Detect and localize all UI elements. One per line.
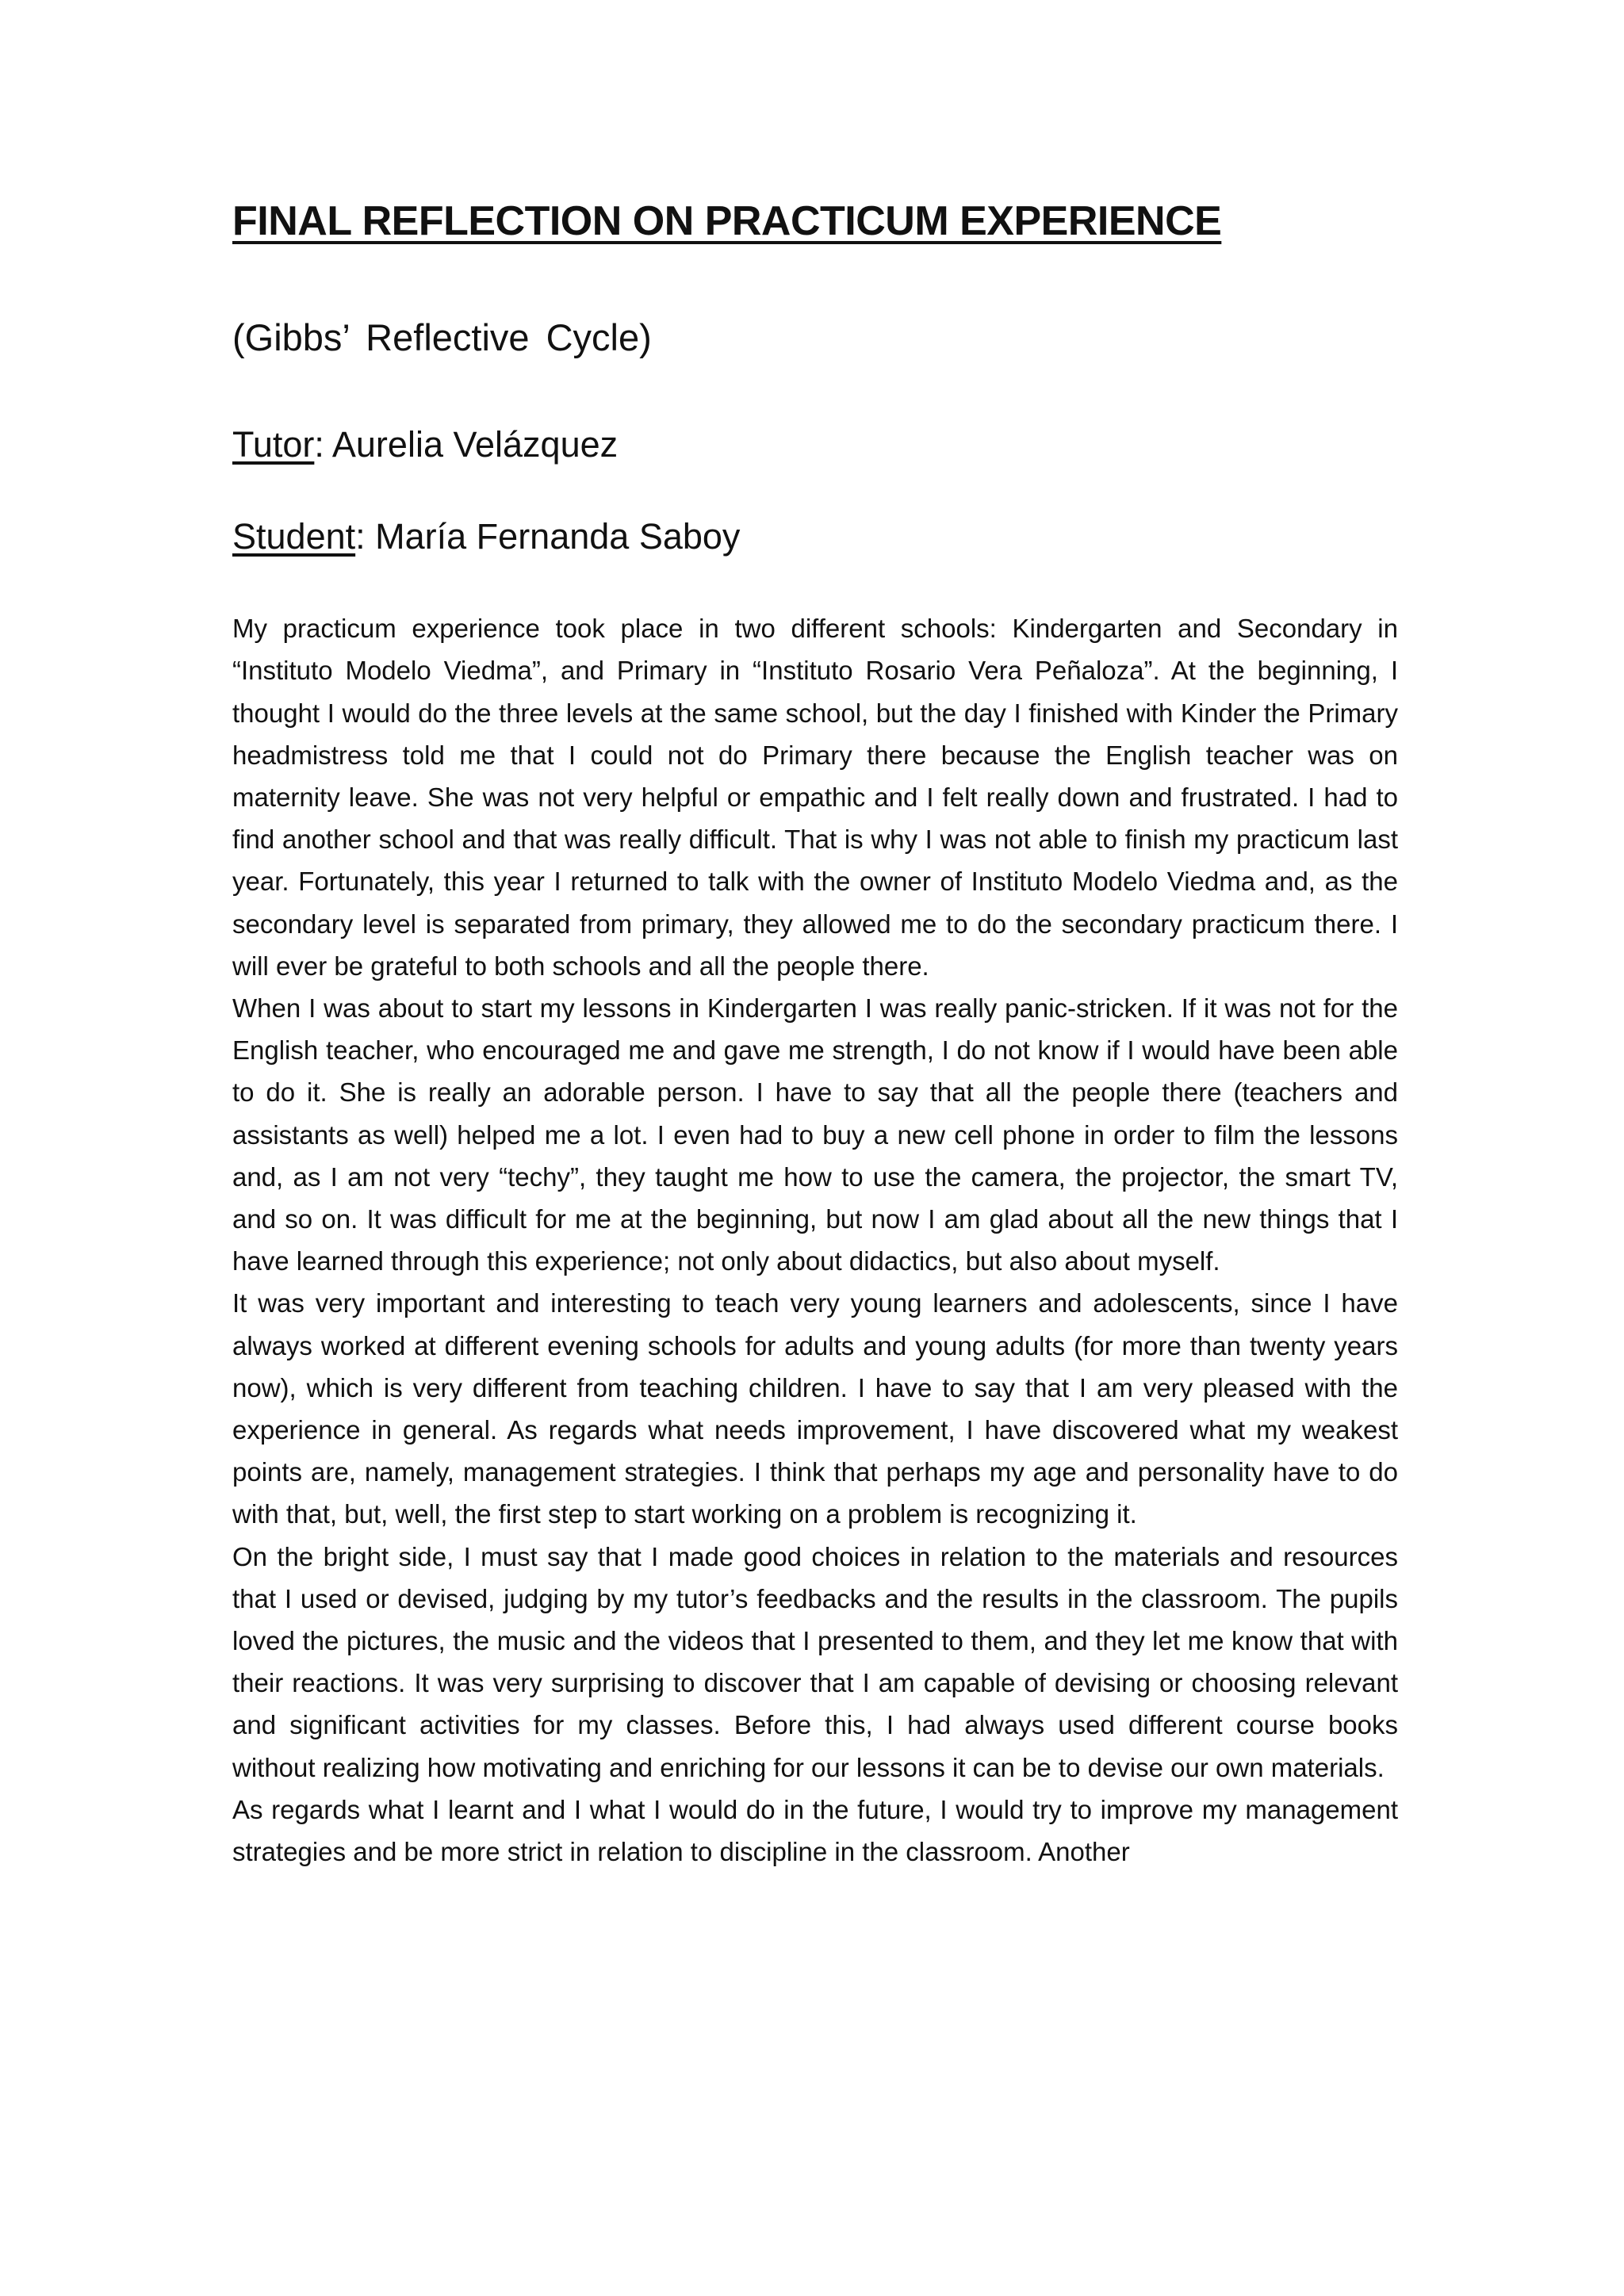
- paragraph-4: On the bright side, I must say that I made good choices in relation to the materials and resources that I used or devised, judging by my tutor’s feedbacks and the results in the classroom. The pupils loved the pictures, the music and the videos that I presented to them, and they let me know that with their reactions. It was very surprising to discover that I am capable of devising or choosing relevant and significant activities for my classes. Before this, I had always used different course books without realizing how motivating and enriching for our lessons it can be to devise our own materials.: [232, 1541, 1398, 1782]
- tutor-line: [232, 423, 1398, 466]
- student-name: María Fernanda Saboy: [375, 516, 741, 557]
- student-line: [232, 515, 1398, 558]
- paragraph-1: My practicum experience took place in two different schools: Kindergarten and Secondary in “Instituto Modelo Viedma”, and Primary in “Instituto Rosario Vera Peñaloza”. At the beginning, I thought I would do the three levels at the same school, but the day I finished with Kinder the Primary headmistress told me that I could not do Primary there because the English teacher was on maternity leave. She was not very helpful or empathic and I felt really down and frustrated. I had to find another school and that was really difficult. That is why I was not able to finish my practicum last year. Fortunately, this year I returned to talk with the owner of Instituto Modelo Viedma and, as the secondary level is separated from primary, they allowed me to do the secondary practicum there. I will ever be grateful to both schools and all the people there.: [232, 614, 1398, 981]
- paragraph-2: When I was about to start my lessons in Kindergarten I was really panic-stricken. If it was not for the English teacher, who encouraged me and gave me strength, I do not know if I would have been able to do it. She is really an adorable person. I have to say that all the people there (teachers and assistants as well) helped me a lot. I even had to buy a new cell phone in order to film the lessons and, as I am not very “techy”, they taught me how to use the camera, the projector, the smart TV, and so on. It was difficult for me at the beginning, but now I am glad about all the new things that I have learned through this experience; not only about didactics, but also about myself.: [232, 993, 1398, 1276]
- document-subtitle: (Gibbs’ Reflective Cycle): [232, 316, 652, 358]
- document-title: FINAL REFLECTION ON PRACTICUM EXPERIENCE: [232, 198, 1222, 244]
- student-separator: :: [355, 516, 376, 557]
- tutor-separator: :: [314, 424, 332, 465]
- tutor-name: Aurelia Velázquez: [331, 424, 619, 465]
- student-label: Student: [232, 516, 356, 557]
- paragraph-5: As regards what I learnt and I what I would do in the future, I would try to improve my management strategies and be more strict in relation to discipline in the classroom. Another: [232, 1794, 1398, 1867]
- document-content: [232, 198, 1398, 1873]
- paragraph-3: It was very important and interesting to teach very young learners and adolescents, since I have always worked at different evening schools for adults and young adults (for more than twenty years now), which is very different from teaching children. I have to say that I am very pleased with the experience in general. As regards what needs improvement, I have discovered what my weakest points are, namely, management strategies. I think that perhaps my age and personality have to do with that, but, well, the first step to start working on a problem is recognizing it.: [232, 1288, 1398, 1529]
- body-text: [232, 607, 1398, 1873]
- tutor-label: Tutor: [232, 424, 315, 465]
